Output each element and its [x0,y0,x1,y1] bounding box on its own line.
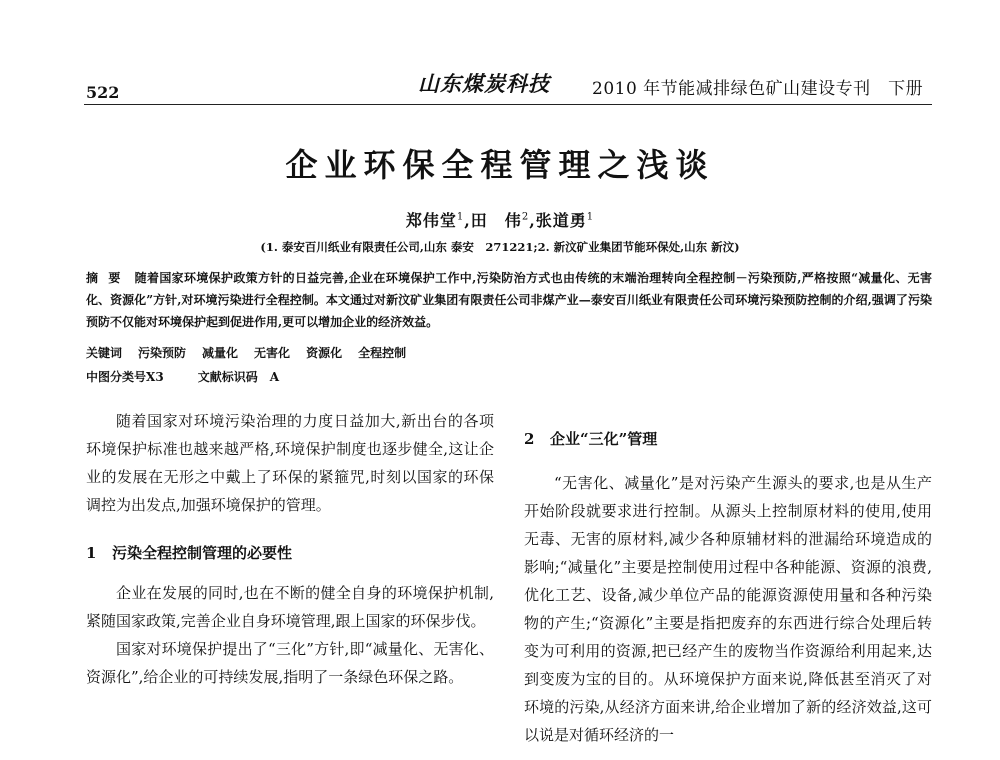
section-heading [524,425,932,453]
doc-code-label: 文献标识码 [197,370,258,384]
author-affil-mark: 2 [521,211,530,223]
body-paragraph: 国家对环境保护提出了“三化”方针,即“减量化、无害化、资源化”,给企业的可持续发展,指明了一条绿色环保之路。 [86,640,494,686]
author-name: 张道勇 [535,211,587,230]
keyword: 污染预防 [138,346,187,360]
author-list: 郑伟堂$^1$,田 伟$^2$,张道勇$^1$ [405,211,595,230]
section-heading [86,539,494,567]
body-paragraph: 企业在发展的同时,也在不断的健全自身的环境保护机制,紧随国家政策,完善企业自身环境管理,跟上国家的环保步伐。 [86,584,494,630]
header-divider [84,104,932,105]
keyword: 全程控制 [358,346,407,360]
doc-code: A [269,370,280,384]
article-title: 企业环保全程管理之浅谈 [285,146,715,184]
clc-label: 中图分类号 [86,370,147,384]
author-name: 田 伟 [470,211,522,230]
author-name: 郑伟堂 [405,211,457,230]
author-affil-mark: 1 [586,211,595,223]
abstract-label: 摘要 [86,271,131,285]
abstract-text: 随着国家环境保护政策方针的日益完善,企业在环境保护工作中,污染防治方式也由传统的末端治理转向全程控制－污染预防,严格按照“减量化、无害化、资源化”方针,对环境污染进行全程控制。本文通过对新汶矿业集团有限责任公司非煤产业—泰安百川纸业有限责任公司环境污染预防控制的介绍,强调了污染预防不仅能对环境保护起到促进作用,更可以增加企业的经济效益。 [86,271,932,329]
intro-paragraph: 随着国家对环境污染治理的力度日益加大,新出台的各项环境保护标准也越来越严格,环境保护制度也逐步健全,这让企业的发展在无形之中戴上了环保的紧箍咒,时刻以国家的环保调控为出发点,加强环境保护的管理。 [86,412,494,514]
page-number: 522 [86,83,120,102]
section-title: 污染全程控制管理的必要性 [112,544,293,562]
keyword: 减量化 [202,346,239,360]
author-affil-mark: 1 [456,211,465,223]
body-column-left [86,407,494,691]
classification-line [86,366,932,388]
keywords-label: 关键词 [86,346,123,360]
affiliations: (1. 泰安百川纸业有限责任公司,山东 泰安 271221;2. 新汶矿业集团节能环保处,山东 新汶) [260,240,740,254]
clc-code: X3 [146,370,164,384]
section-title: 企业“三化”管理 [550,430,658,448]
issue-title: 2010 年节能减排绿色矿山建设专刊 下册 [592,79,924,99]
keyword: 无害化 [254,346,291,360]
section-number: 1 [86,544,97,562]
body-paragraph: “无害化、减量化”是对污染产生源头的要求,也是从生产开始阶段就要求进行控制。从源头上控制原材料的使用,使用无毒、无害的原材料,减少各种原辅材料的泄漏给环境造成的影响;“减量化”主要是控制使用过程中各种能源、资源的浪费,优化工艺、设备,减少单位产品的能源资源使用量和各种污染物的产生;“资源化”主要是指把废弃的东西进行综合处理后转变为可利用的资源,把已经产生的废物当作资源给利用起来,达到变废为宝的目的。从环境保护方面来说,降低甚至消灭了对环境的污染,从经济方面来讲,给企业增加了新的经济效益,这可以说是对循环经济的一 [524,474,932,744]
journal-logo: 山东煤炭科技 [418,71,550,96]
keyword: 资源化 [306,346,343,360]
section-number: 2 [524,430,535,448]
abstract [86,267,932,333]
body-column-right [524,407,932,749]
keywords [86,342,932,364]
